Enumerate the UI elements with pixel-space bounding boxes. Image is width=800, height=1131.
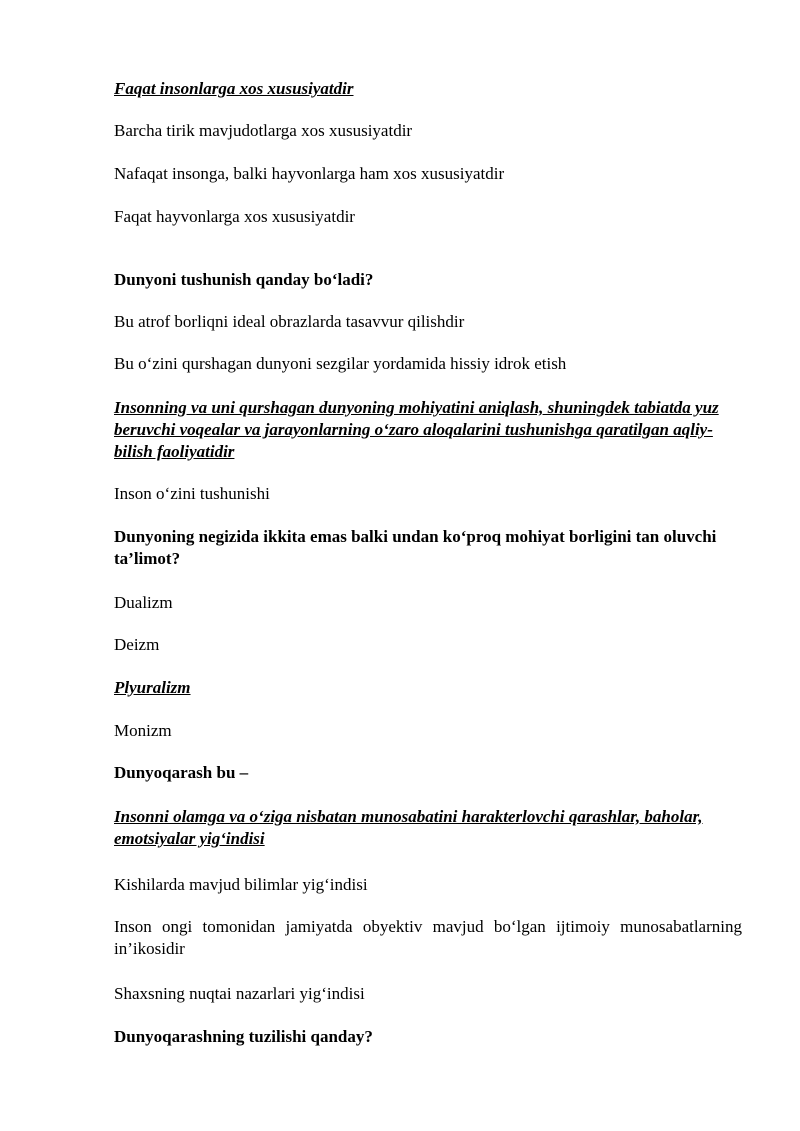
question-heading: Dunyoning negizida ikkita emas balki undan ko‘proq mohiyat borligini tan oluvchi ta’limot? [114,527,717,568]
answer-correct: Insonning va uni qurshagan dunyoning mohiyatini aniqlash, shuningdek tabiatda yuz beruvchi voqealar va jarayonlarning o‘zaro aloqalarini tushunishga qaratilgan aqliy-bilish faoliyatidir [114,398,719,461]
question-heading: Dunyoni tushunish qanday bo‘ladi? [114,270,374,289]
question-heading: Dunyoqarashning tuzilishi qanday? [114,1027,373,1046]
answer-correct: Faqat insonlarga xos xususiyatdir [114,79,354,98]
answer-option: Barcha tirik mavjudotlarga xos xususiyatdir [114,121,413,140]
answer-option: Nafaqat insonga, balki hayvonlarga ham xos xususiyatdir [114,164,505,183]
answer-option: Deizm [114,635,160,654]
answer-option: Bu o‘zini qurshagan dunyoni sezgilar yordamida hissiy idrok etish [114,354,567,373]
answer-option: Bu atrof borliqni ideal obrazlarda tasavvur qilishdir [114,312,465,331]
answer-option: Monizm [114,721,172,740]
answer-option: Shaxsning nuqtai nazarlari yig‘indisi [114,984,365,1003]
answer-option: Inson o‘zini tushunishi [114,484,270,503]
question-heading: Dunyoqarash bu – [114,763,249,782]
answer-option: Inson ongi tomonidan jamiyatda obyektiv mavjud bo‘lgan ijtimoiy munosabatlarning in’ikosidir [114,917,742,958]
answer-option: Faqat hayvonlarga xos xususiyatdir [114,207,355,226]
answer-option: Kishilarda mavjud bilimlar yig‘indisi [114,875,368,894]
answer-option: Dualizm [114,593,173,612]
answer-correct: Insonni olamga va o‘ziga nisbatan munosabatini harakterlovchi qarashlar, baholar, emotsiyalar yig‘indisi [114,807,703,848]
answer-correct: Plyuralizm [114,678,191,697]
